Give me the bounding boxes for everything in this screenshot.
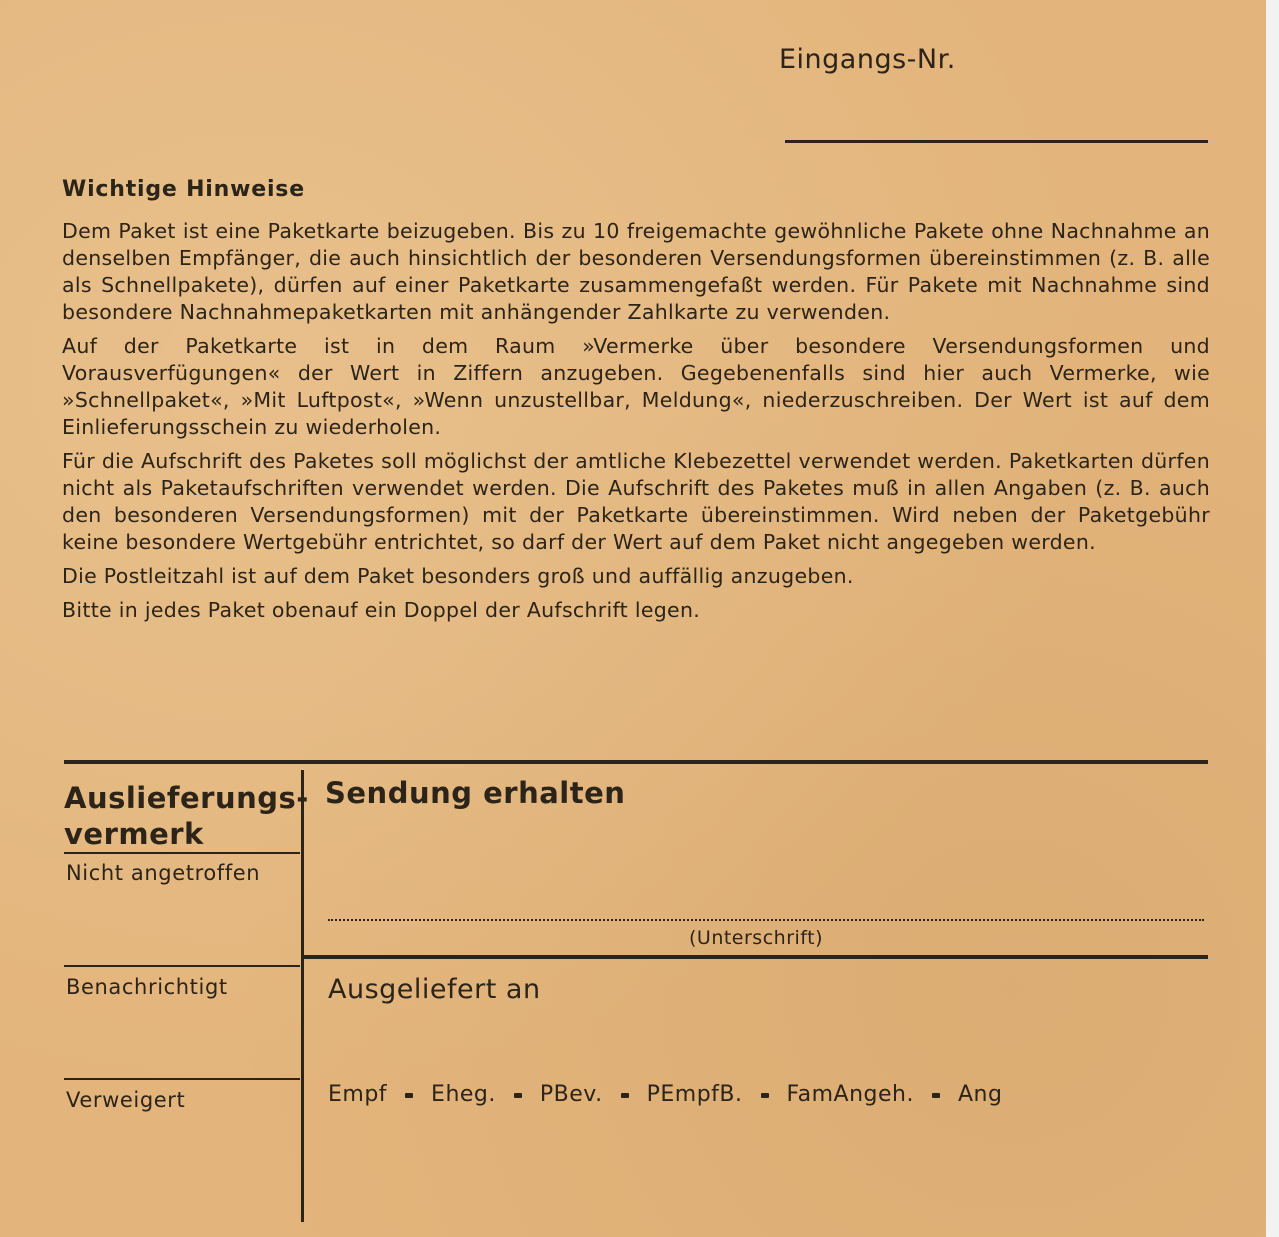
separator-dash	[621, 1093, 629, 1098]
signature-caption: (Unterschrift)	[689, 927, 824, 949]
separator-dash	[514, 1093, 522, 1098]
refused-label: Verweigert	[66, 1088, 186, 1112]
left-rule-1	[64, 852, 300, 854]
delivery-box-middle-rule	[304, 955, 1208, 959]
recipient-option[interactable]: PEmpfB.	[646, 1082, 743, 1107]
separator-dash	[761, 1093, 769, 1098]
left-rule-2	[64, 965, 300, 967]
signature-line[interactable]	[328, 919, 1204, 921]
eingangs-nr-label: Eingangs-Nr.	[779, 44, 956, 75]
notes-paragraph: Die Postleitzahl ist auf dem Paket besonders groß und auffällig anzugeben.	[62, 564, 854, 588]
eingangs-nr-field-line	[785, 140, 1208, 143]
not-found-label: Nicht angetroffen	[66, 861, 261, 885]
notes-paragraph: Für die Aufschrift des Paketes soll möglichst der amtliche Klebezettel verwendet werden. Paketkarten dürfen nicht als Paketaufschriften verwendet werden. Die Aufschrift des Paketes muß in allen Angaben (z. B. auch den besonderen Versendungsformen) mit der Paketkarte übereinstimmen. Wird neben der Paketgebühr keine besondere Wertgebühr entrichtet, so darf der Wert auf dem Paket nicht angegeben werden.	[62, 449, 1210, 554]
notes-body	[62, 218, 1210, 631]
delivery-box-top-rule	[64, 760, 1208, 764]
recipient-option[interactable]: Empf	[328, 1082, 388, 1107]
separator-dash	[405, 1093, 413, 1098]
notes-heading: Wichtige Hinweise	[62, 177, 305, 202]
recipient-option[interactable]: PBev.	[539, 1082, 603, 1107]
notes-paragraph: Dem Paket ist eine Paketkarte beizugeben. Bis zu 10 freigemachte gewöhnliche Pakete ohne Nachnahme an denselben Empfänger, die auch hinsichtlich der besonderen Versendungsformen übereinstimmen (z. B. alle als Schnellpakete), dürfen auf einer Paketkarte zusammengefaßt werden. Für Pakete mit Nachnahme sind besondere Nachnahmepaketkarten mit anhängender Zahlkarte zu verwenden.	[62, 219, 1210, 324]
delivery-note-title-line2: vermerk	[64, 817, 204, 851]
delivery-note-title	[64, 780, 309, 852]
separator-dash	[932, 1093, 940, 1098]
shipment-received-label: Sendung erhalten	[325, 776, 626, 810]
notes-paragraph: Bitte in jedes Paket obenauf ein Doppel der Aufschrift legen.	[62, 598, 701, 622]
recipient-option[interactable]: Ang	[957, 1082, 1003, 1107]
recipient-option[interactable]: FamAngeh.	[786, 1082, 914, 1107]
recipient-option[interactable]: Eheg.	[431, 1082, 496, 1107]
delivered-to-label: Ausgeliefert an	[328, 974, 541, 1005]
left-rule-3	[64, 1078, 300, 1080]
delivery-note-title-line1: Auslieferungs-	[64, 781, 309, 815]
scan-margin	[1266, 0, 1279, 1237]
recipient-options	[328, 1082, 1002, 1107]
notified-label: Benachrichtigt	[66, 975, 228, 999]
notes-paragraph: Auf der Paketkarte ist in dem Raum »Vermerke über besondere Versendungsformen und Vorausverfügungen« der Wert in Ziffern anzugeben. Gegebenenfalls sind hier auch Vermerke, wie »Schnellpaket«, »Mit Luftpost«, »Wenn unzustellbar, Meldung«, niederzuschreiben. Der Wert ist auf dem Einlieferungsschein zu wiederholen.	[62, 334, 1210, 439]
